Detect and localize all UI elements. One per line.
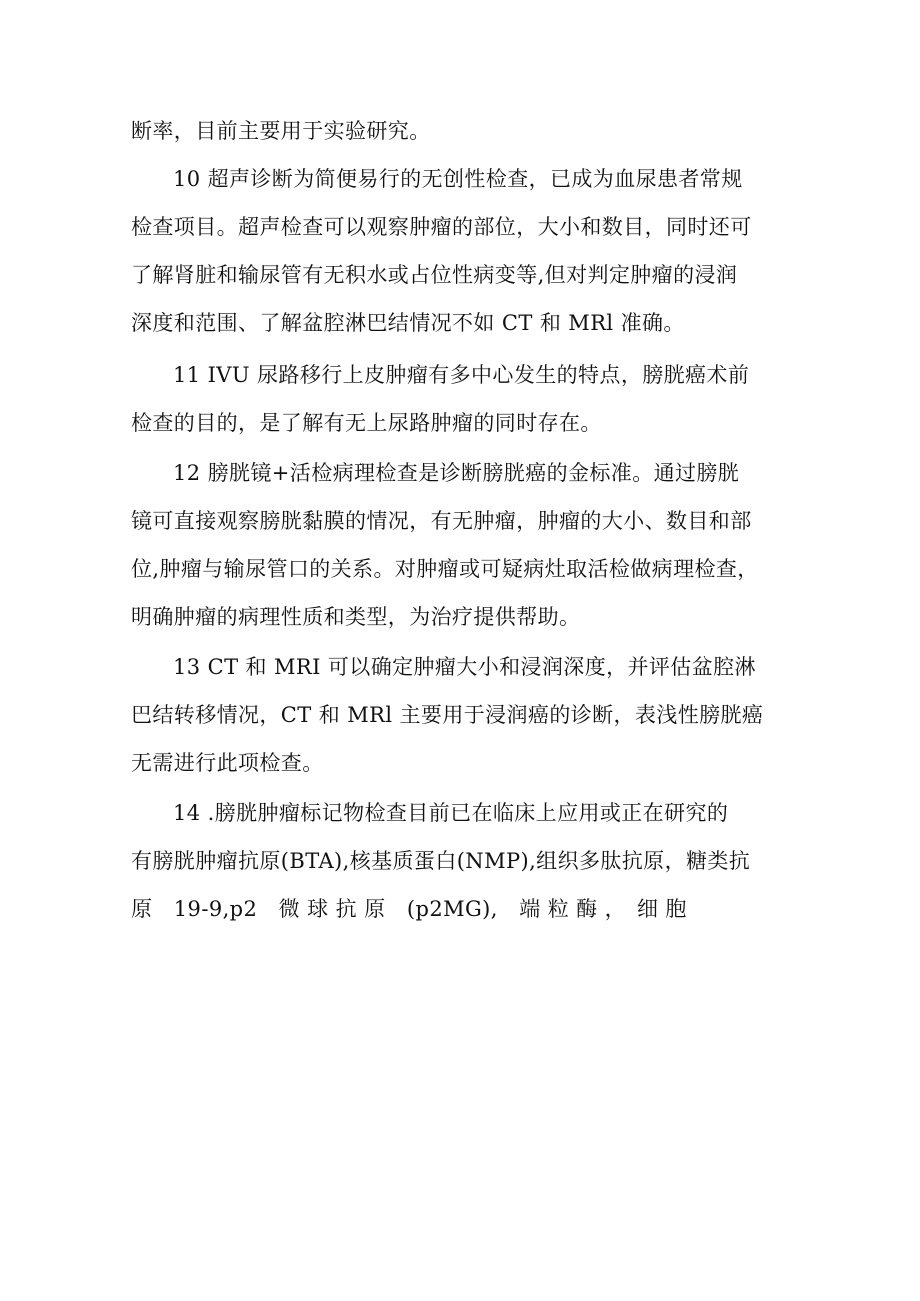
paragraph-item-13 xyxy=(131,643,794,787)
text-line: 镜可直接观察膀胱黏膜的情况，有无肿瘤，肿瘤的大小、数目和部 xyxy=(131,509,752,533)
paragraph-item-11 xyxy=(131,351,794,447)
text-line: 明确肿瘤的病理性质和类型，为治疗提供帮助。 xyxy=(131,605,581,629)
paragraph-item-12 xyxy=(131,449,794,641)
text-line: 无需进行此项检查。 xyxy=(131,751,324,775)
text-line: 巴结转移情况，CT 和 MRl 主要用于浸润癌的诊断，表浅性膀胱癌 xyxy=(131,703,764,727)
text-line: 12 膀胱镜+活检病理检查是诊断膀胱癌的金标准。通过膀胱 xyxy=(173,461,740,485)
paragraph-continuation xyxy=(131,107,794,155)
text-line: 了解肾脏和输尿管有无积水或占位性病变等,但对判定肿瘤的浸润 xyxy=(131,263,738,287)
text-line: 原 19-9,p2 微 球 抗 原 (p2MG), 端 粒 酶 ， 细 胞 xyxy=(131,897,687,921)
text-line: 13 CT 和 MRI 可以确定肿瘤大小和浸润深度，并评估盆腔淋 xyxy=(173,655,756,679)
paragraph-item-14 xyxy=(131,789,794,933)
text-line: 断率，目前主要用于实验研究。 xyxy=(131,119,431,143)
text-line: 检查项目。超声检查可以观察肿瘤的部位，大小和数目，同时还可 xyxy=(131,215,752,239)
text-line: 14 .膀胱肿瘤标记物检查目前已在临床上应用或正在研究的 xyxy=(173,801,729,825)
text-line: 位,肿瘤与输尿管口的关系。对肿瘤或可疑病灶取活检做病理检查， xyxy=(131,557,759,581)
text-line: 深度和范围、了解盆腔淋巴结情况不如 CT 和 MRl 准确。 xyxy=(131,311,685,335)
text-line: 11 IVU 尿路移行上皮肿瘤有多中心发生的特点，膀胱癌术前 xyxy=(173,363,750,387)
text-line: 10 超声诊断为简便易行的无创性检查，已成为血尿患者常规 xyxy=(173,167,743,191)
paragraph-item-10 xyxy=(131,155,794,347)
text-line: 检查的目的，是了解有无上尿路肿瘤的同时存在。 xyxy=(131,411,602,435)
text-line: 有膀胱肿瘤抗原(BTA),核基质蛋白(NMP),组织多肽抗原，糖类抗 xyxy=(131,849,751,873)
